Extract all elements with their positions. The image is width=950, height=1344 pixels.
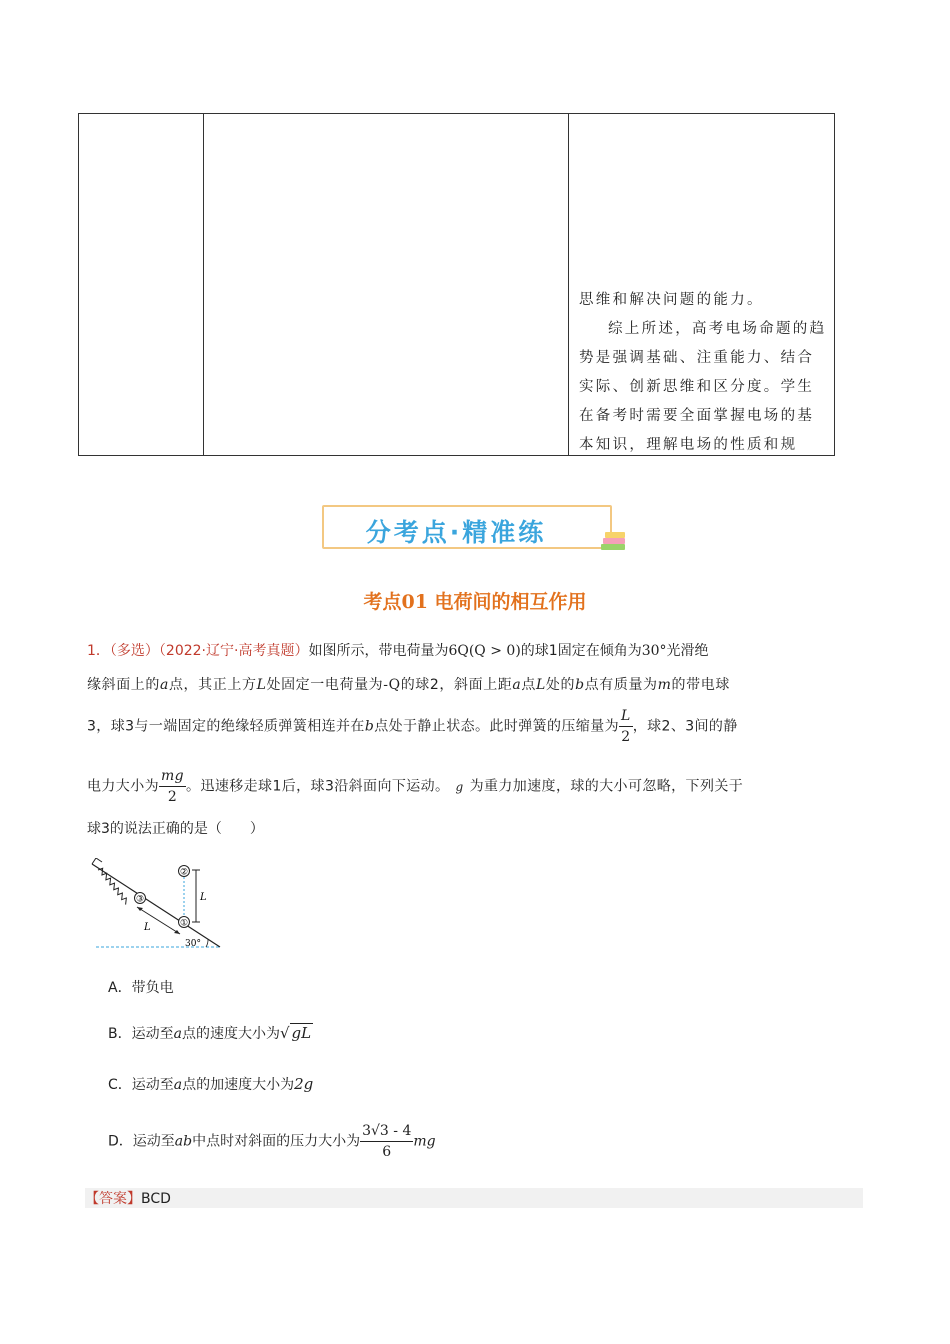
angle-arc: [206, 939, 208, 947]
charge-neg-q: -Q: [383, 677, 401, 693]
text: 中点时对斜面的压力大小为: [192, 1133, 361, 1150]
ball-2-label: ②: [179, 867, 189, 878]
cell-line: 思维和解决问题的能力。: [579, 292, 764, 308]
option-d: [108, 1121, 436, 1162]
incline-figure: [88, 858, 228, 952]
section-banner: [322, 505, 612, 549]
text: 点处于静止状态。此时弹簧的压缩量为: [374, 718, 620, 735]
table-divider: [203, 114, 204, 455]
cell-overflow-mask: [577, 456, 835, 466]
wall-hatch: [92, 858, 96, 864]
var-g: g: [455, 779, 464, 794]
text: 。迅速移走球1后，球3沿斜面向下运动。: [186, 778, 450, 795]
text: B．运动至: [108, 1026, 174, 1042]
text: 处的: [545, 677, 576, 693]
var-a: a: [512, 677, 522, 693]
text: 电力大小为: [87, 778, 159, 795]
table-cell-text: [579, 286, 829, 454]
table: [78, 113, 835, 456]
frac-den: 2: [167, 789, 178, 805]
var-L: L: [256, 677, 267, 693]
answer-value: BCD: [141, 1191, 171, 1207]
table-divider: [568, 114, 569, 455]
frac-num: L: [619, 706, 633, 727]
text: 的球1固定在倾角为: [520, 643, 642, 659]
text: D．运动至: [108, 1133, 175, 1150]
angle-math: 30°: [641, 643, 667, 659]
charge-math: 6Q(Q > 0): [448, 643, 521, 659]
var-m: m: [657, 677, 672, 693]
var-a: a: [173, 1077, 183, 1093]
var-b: b: [364, 718, 375, 735]
text: 的球2，斜面上距: [400, 677, 513, 693]
wall-hatch: [96, 858, 102, 862]
sqrt-gL: √ gL: [279, 1024, 312, 1042]
question-line-2: [87, 676, 730, 694]
option-a: A．带负电: [108, 980, 174, 996]
var-mg: mg: [413, 1133, 436, 1150]
text: 3，球3与一端固定的绝缘轻质弹簧相连并在: [87, 718, 365, 735]
var-b: b: [575, 677, 585, 693]
question-tag: （多选）（2022·辽宁·高考真题）: [109, 643, 309, 659]
text: 为重力加速度，球的大小可忽略，下列关于: [469, 778, 744, 795]
frac-den: 2: [621, 729, 631, 745]
text: ，球2、3间的静: [632, 718, 738, 735]
option-b: [108, 1023, 313, 1043]
question-line-3: [87, 706, 738, 747]
incline-line: [92, 864, 220, 947]
fraction-d: [360, 1121, 413, 1162]
cell-paragraph: 综上所述，高考电场命题的趋势是强调基础、注重能力、结合实际、创新思维和区分度。学生在备考时需要全面掌握电场的基本知识，理解电场的性质和规: [579, 321, 827, 453]
math-2g: 2g: [294, 1075, 314, 1093]
var-a: a: [160, 677, 169, 693]
var-a: a: [173, 1026, 182, 1042]
fraction-L-over-2: [619, 706, 633, 747]
question-line-1: [87, 642, 709, 660]
text: 点有质量为: [584, 677, 658, 693]
frac-num: 3√3 - 4: [360, 1121, 413, 1142]
section-title: 考点01 电荷间的相互作用: [363, 591, 587, 613]
question-line-5: 球3的说法正确的是（ ）: [87, 821, 264, 837]
frac-den: 6: [382, 1144, 392, 1160]
text: 点: [521, 677, 536, 693]
answer-label: 【答案】: [85, 1191, 141, 1207]
var-L: L: [535, 677, 546, 693]
question-number: 1．: [87, 643, 110, 659]
text: 的带电球: [671, 677, 730, 693]
banner-text: 分考点·精准练: [365, 518, 547, 547]
text: 点，其正上方: [168, 677, 257, 693]
text: 光滑绝: [666, 643, 709, 659]
books-icon: [598, 528, 630, 554]
fraction-mg-over-2: [159, 766, 186, 807]
text: 点的速度大小为: [181, 1026, 280, 1042]
label-L-vertical: L: [200, 892, 207, 903]
answer-bar: [85, 1188, 863, 1208]
text: 点的加速度大小为: [182, 1077, 295, 1093]
ball-3-label: ③: [135, 894, 145, 905]
spring: [90, 867, 135, 905]
angle-label: 30°: [185, 939, 201, 949]
text: 处固定一电荷量为: [266, 677, 384, 693]
option-c: [108, 1074, 313, 1094]
text: 如图所示，带电荷量为: [308, 643, 449, 659]
var-ab: ab: [174, 1133, 193, 1150]
radicand: gL: [291, 1024, 312, 1042]
text: C．运动至: [108, 1077, 174, 1093]
label-L-slope: L: [144, 922, 151, 933]
frac-num: mg: [159, 766, 186, 787]
question-line-4: [87, 766, 743, 807]
text: 缘斜面上的: [87, 677, 160, 693]
ball-1-label: ①: [179, 918, 189, 929]
